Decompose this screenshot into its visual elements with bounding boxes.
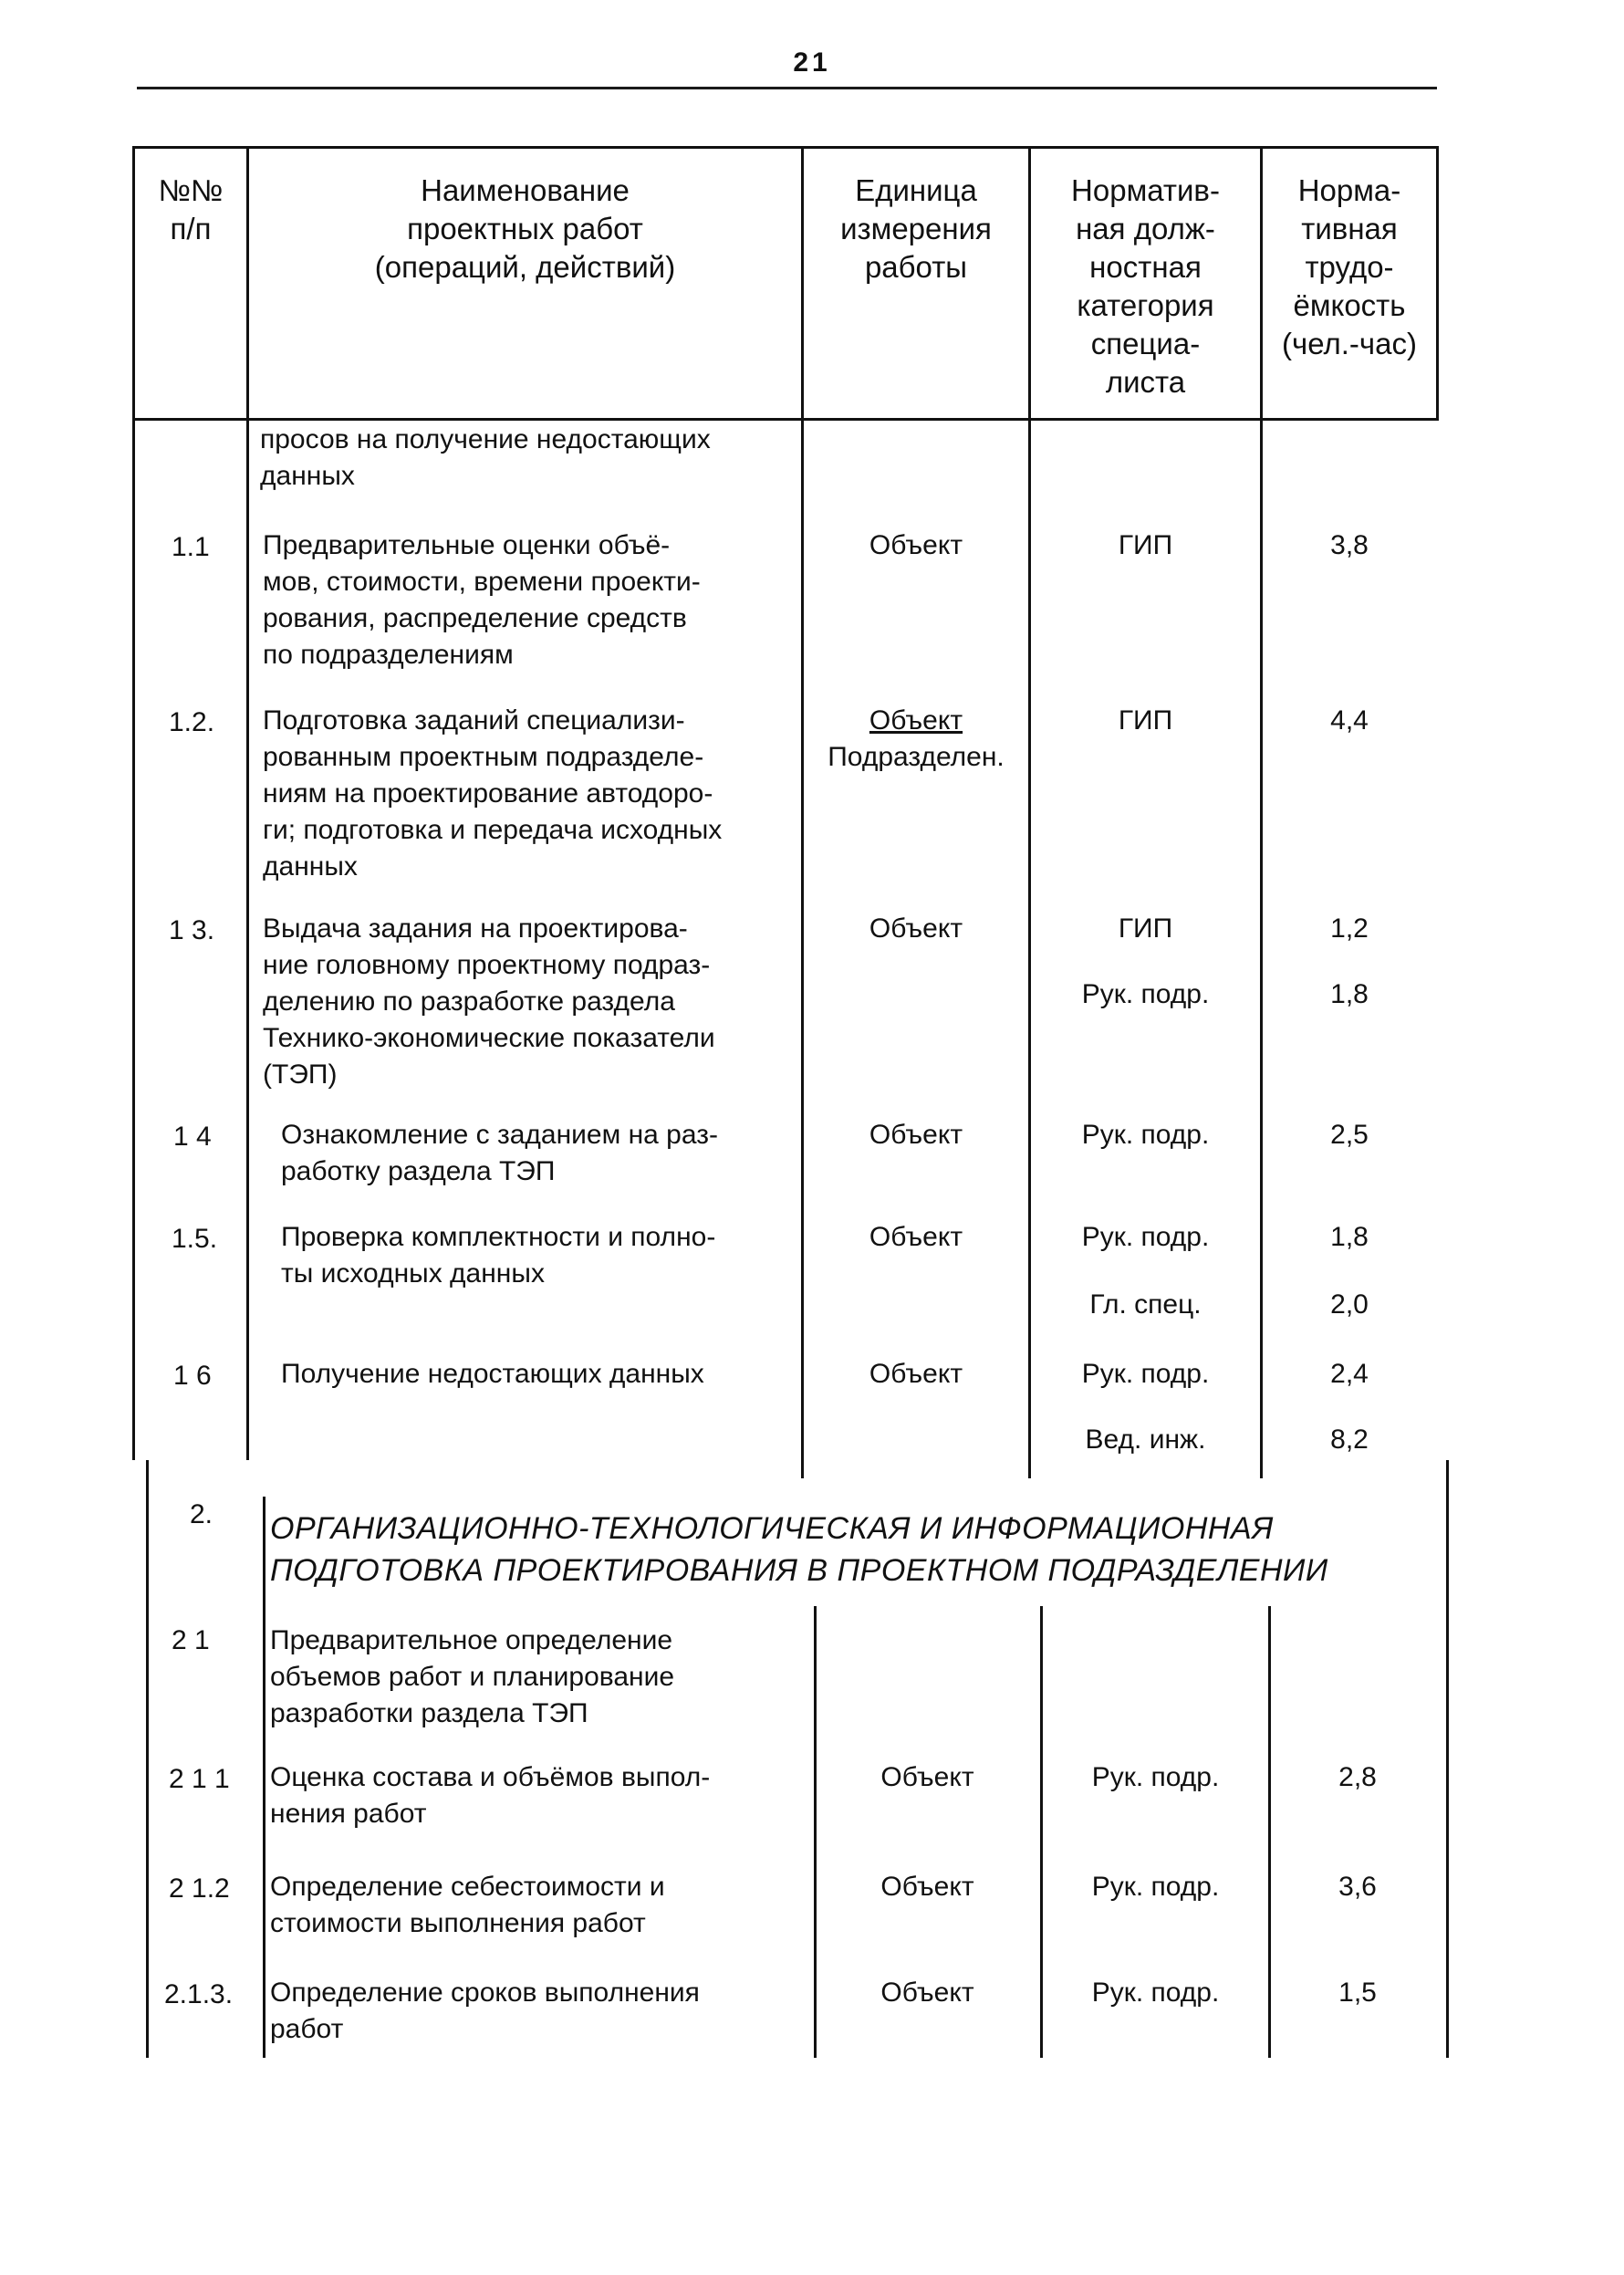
row-name: Определение себестоимости и стоимости выполнения работ [270,1872,665,1938]
row-number: 1 3. [169,915,215,945]
row-number: 1.2. [169,707,215,737]
row-category: Рук. подр. [1081,1120,1210,1150]
row-name: Подготовка заданий специализи- рованным проектным подразделе- ниям на проектирование автодоро- ги; подготовка и передача исходных данных [263,705,723,882]
row-number: 2 1 [172,1625,210,1655]
row-name: Предварительное определение объемов работ и планирование разработки раздела ТЭП [270,1625,675,1728]
header-rule [137,87,1437,89]
row-number: 1 4 [173,1122,212,1152]
row-unit: Объект [869,913,963,944]
row-category: Рук. подр. [1091,1872,1220,1902]
row-category: Рук. подр. [1081,1359,1210,1389]
row-number: 1.1 [172,532,210,562]
row-unit: Объект [880,1978,974,2008]
row-category: ГИП [1118,530,1173,560]
row-unit: Объект [869,705,963,736]
col-border-right-lower [1446,1460,1449,2058]
row-name: Получение недостающих данных [281,1359,704,1389]
section-title: ОРГАНИЗАЦИОННО-ТЕХНОЛОГИЧЕСКАЯ И ИНФОРМАЦИОННАЯ ПОДГОТОВКА ПРОЕКТИРОВАНИЯ В ПРОЕКТНОМ ПОДРАЗДЕЛЕНИИ [270,1511,1328,1588]
row-unit: Объект [880,1762,974,1792]
row-unit: Объект [869,1359,963,1389]
row-category-secondary: Вед. инж. [1085,1424,1206,1455]
header-name: Наименование проектных работ (операций, действий) [374,173,676,284]
row-labor-secondary: 1,8 [1330,979,1369,1009]
row-category: ГИП [1118,705,1173,736]
row-name: Ознакомление с заданием на раз- работку раздела ТЭП [281,1120,718,1186]
row-labor: 2,8 [1338,1762,1377,1792]
row-unit: Объект [869,1222,963,1252]
row-name: Оценка состава и объёмов выпол- нения работ [270,1762,711,1829]
header-labor: Норма- тивная трудо- ёмкость (чел.-час) [1282,173,1417,360]
row-labor: 4,4 [1330,705,1369,736]
row-number: 1.5. [172,1224,218,1254]
row-category: Рук. подр. [1091,1978,1220,2008]
row-labor: 2,5 [1330,1120,1369,1150]
row-unit: Объект [869,1120,963,1150]
col-border-right [1436,146,1439,418]
row-unit: Объект [869,530,963,560]
row-labor-secondary: 2,0 [1330,1289,1369,1320]
section-number: 2. [190,1499,213,1529]
row-labor: 3,8 [1330,530,1369,560]
row-number: 2.1.3. [164,1979,234,2009]
row-labor: 2,4 [1330,1359,1369,1389]
col-border-left-lower [146,1460,149,2058]
row-labor-secondary: 8,2 [1330,1424,1369,1455]
row-category: ГИП [1118,913,1173,944]
row-category: Рук. подр. [1081,1222,1210,1252]
row-name: Проверка комплектности и полно- ты исходных данных [281,1222,716,1289]
row-labor: 1,5 [1338,1978,1377,2008]
row-name: Предварительные оценки объё- мов, стоимости, времени проекти- рования, распределение средств по подразделениям [263,530,701,670]
row-category-secondary: Рук. подр. [1081,979,1210,1009]
row-labor: 1,8 [1330,1222,1369,1252]
row-number: 2 1 1 [169,1764,230,1794]
table-top-border [132,146,1439,149]
row-number: 2 1.2 [169,1873,230,1904]
page-number: 21 [793,47,831,78]
row-unit: Объект [880,1872,974,1902]
header-num: №№ п/п [158,173,224,245]
row-name: Определение сроков выполнения работ [270,1978,700,2044]
row-labor: 1,2 [1330,913,1369,944]
row-labor: 3,6 [1338,1872,1377,1902]
header-category: Норматив- ная долж- ностная категория специа- листа [1071,173,1220,399]
row-unit-secondary: Подразделен. [828,742,1005,772]
col-border-num-lower [263,1497,265,2058]
row-continued-name: просов на получение недостающих данных [260,424,711,491]
row-category-secondary: Гл. спец. [1089,1289,1202,1320]
header-unit: Единица измерения работы [840,173,992,284]
row-category: Рук. подр. [1091,1762,1220,1792]
row-name: Выдача задания на проектирова- ние головному проектному подраз- делению по разработке раздела Технико-экономические показатели (ТЭП) [263,913,715,1090]
col-border-left [132,146,135,1460]
row-number: 1 6 [173,1361,212,1391]
col-border-num [246,146,249,1460]
header-bottom-border [132,418,1439,421]
